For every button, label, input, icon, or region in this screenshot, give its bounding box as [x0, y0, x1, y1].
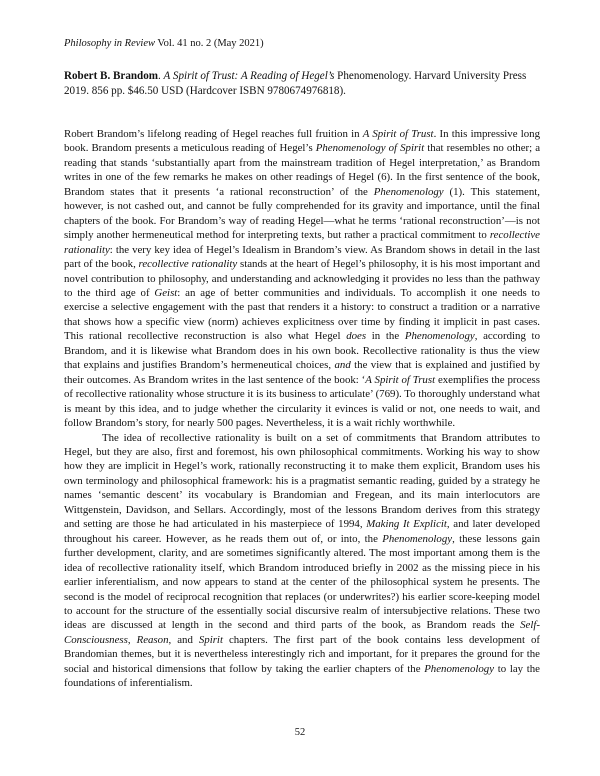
body-text: (1). This statement, however, is not cashed out, and cannot be fully comprehended for its gravity and importance, until the final chapters of the book. For Brandom’s way of reading Hegel—what he terms ‘rational reconstruction’—is not simply another hermeneutical method for interpreting texts, but rather a practical commitment to — [64, 185, 540, 242]
italic-text: Making It Explicit — [366, 518, 447, 531]
journal-volume: Vol. 41 no. 2 (May 2021) — [157, 38, 264, 49]
body-text: exemplifies the process of recollective rationality whose structure it is its business to articulate’ (769). To thoroughly understand what is meant by this idea, and to judge whether the circularity it evinces is valid or not, one needs to wait, and follow Brandom’s story, for nearly 500 pages. Nevertheless, it is a wait richly worthwhile. — [64, 373, 540, 430]
body-text: : the very key idea of Hegel’s Idealism in Brandom’s view. As Brandom shows in detail in the last part of the book, — [64, 243, 540, 271]
page-number: 52 — [294, 727, 306, 738]
body-text: that resembles no other; a reading that stands ‘substantially apart from the mainstream tradition of Hegel interpretation,’ as Brandom writes in one of the few remarks he makes on other readings of Hegel (6). In the first sentence of the book, Brandom states that it presents ‘a rational reconstruction’ of the — [64, 142, 541, 198]
body-text: the view that is explained and justified by their outcomes. As Brandom writes in the last sentence of the book: ‘ — [64, 359, 540, 386]
body-text: stands at the heart of Hegel’s philosophy, it is his most important and novel contribution to philosophy, and understanding and acknowledging it provides no less than the pathway to the third age of — [64, 258, 540, 299]
italic-text: Spirit — [198, 633, 223, 646]
paragraph — [64, 127, 540, 431]
italic-text: Phenomenology — [404, 330, 475, 343]
citation-author: Robert B. Brandom — [64, 70, 158, 82]
body-text: , and later developed throughout his career. However, as he reads them out of, or into, the — [64, 518, 540, 545]
body-text: : an age of better communities and individuals. To accomplish it one needs to exercise a selective engagement with the past that renders it a history: to construct a tradition or a narrative that shows how a specific view (norm) achieves explicitness over time by finding it implicit in past cases. This rational recollective reconstruction is also what Hegel — [64, 286, 540, 343]
body-text: . In this impressive long book. Brandom presents a meticulous reading of Hegel’s — [64, 128, 541, 155]
italic-text: Phenomenology — [373, 185, 444, 198]
paragraph — [64, 431, 540, 691]
italic-text: recollective rationality — [64, 229, 540, 256]
italic-text: A Spirit of Trust — [365, 373, 436, 386]
citation-title-tail: Phenomenology — [337, 70, 409, 82]
italic-text: Self-Consciousness — [64, 619, 540, 646]
italic-text: Geist — [154, 286, 178, 299]
italic-text: Phenomenology of Spirit — [315, 142, 425, 155]
book-citation: Robert B. Brandom. A Spirit of Trust: A Reading of Hegel’s Phenomenology. Harvard University Press 2019. 856 pp. $46.50 USD (Hardcover ISBN 9780674976818). — [64, 70, 527, 97]
body-text: to lay the foundations of inferentialism. — [64, 662, 540, 690]
body-text: The idea of recollective rationality is built on a set of commitments that Brandom attributes to Hegel, but they are also, first and foremost, his own philosophical commitments. Working his way to show how they are implicit in Hegel’s work, rationally reconstructing it to make them explicit, Brandom uses his own terminology and philosophical framework: his is a pragmatist semantic reading, guided by a strategy he names ‘semantic descent’ its vocabulary is Brandomian and Fregean, and its main interlocutors are Wittgenstein, Davidson, and Sellars. Accordingly, most of the lessons Brandom derives from this strategy and setting are those he had articulated in his masterpiece of 1994, — [64, 431, 540, 531]
italic-text: does — [346, 330, 367, 343]
body-text: Robert Brandom’s lifelong reading of Hegel reaches full fruition in — [64, 128, 363, 140]
citation-title: A Spirit of Trust: A Reading of Hegel’s — [163, 70, 335, 82]
italic-text: Phenomenology — [424, 662, 495, 675]
italic-text: Phenomenology — [382, 532, 453, 545]
italic-text: Reason — [136, 633, 169, 646]
body-text: chapters. The first part of the book contains less development of Brandomian themes, but it is nevertheless interestingly rich and important, for it prepares the ground for the social and historical dimensions that follow by taking the earlier chapters of the — [64, 633, 541, 675]
journal-header — [64, 37, 264, 51]
italic-text: A Spirit of Trust — [362, 128, 434, 140]
citation-details: Harvard University Press 2019. 856 pp. $46.50 USD (Hardcover ISBN 9780674976818). — [64, 70, 527, 97]
italic-text: recollective rationality — [138, 258, 238, 271]
body-text: , these lessons gain further development, clarity, and are sometimes significantly altered. The most important among them is the idea of recollective rationality itself, which Brandom introduced briefly in 2002 as the missing piece in his earlier inferentialism, and now appears to stand at the center of the philosophical system he presents. The second is the model of reciprocal recognition that replaces (or underwrites?) his earlier score-keeping model to account for the structure of the essentially social discursive realm of intersubjective relations. These two ideas are discussed at length in the second and third parts of the book, as Brandom reads the — [64, 532, 541, 632]
body-text: , — [127, 633, 137, 646]
body-text: in the — [366, 330, 405, 343]
review-body — [64, 127, 540, 691]
body-text: , according to Brandom, and it is likewise what Brandom does in his own book. Recollective rationality is thus the view that explains and justifies Brandom’s hermeneutical choices, — [64, 330, 540, 372]
journal-name: Philosophy in Review — [64, 38, 155, 49]
body-text: , and — [168, 633, 199, 646]
italic-text: and — [334, 359, 351, 372]
